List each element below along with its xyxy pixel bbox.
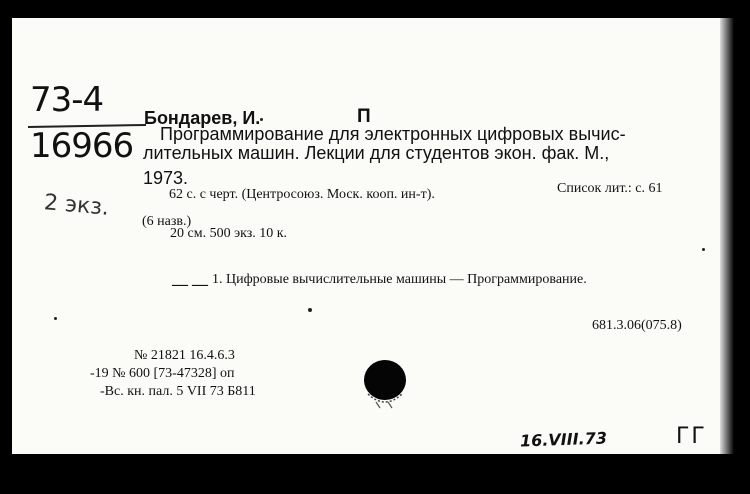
ink-speck — [260, 118, 263, 121]
copies-note: 2 экз. — [43, 190, 111, 221]
handwritten-initials: ГГ — [676, 424, 707, 449]
physical-description-1: 62 с. с черт. (Центросоюз. Моск. кооп. ин-т). — [169, 187, 435, 202]
author-second-initial: П — [357, 106, 371, 127]
registry-line-1: № 21821 16.4.6.3 — [134, 348, 235, 363]
catalog-card — [12, 18, 720, 454]
ink-speck — [308, 308, 312, 312]
punch-hole-icon — [362, 358, 408, 410]
registry-line-2: -19 № 600 [73-47328] оп — [90, 366, 235, 381]
udc-code: 681.3.06(075.8) — [592, 318, 682, 333]
title-line-1: Программирование для электронных цифровых вычис- — [160, 124, 626, 144]
handwritten-date: 16.VIII.73 — [519, 428, 608, 451]
physical-description-3: 20 см. 500 экз. 10 к. — [170, 226, 288, 241]
title-line-3: 1973. — [143, 168, 189, 188]
subject-heading: 1. Цифровые вычислительные машины — Программирование. — [212, 272, 587, 287]
physical-description-2: (6 назв.) — [142, 214, 192, 229]
registry-line-3: -Вс. кн. пал. 5 VII 73 Б811 — [100, 384, 256, 399]
ink-speck — [702, 248, 705, 251]
bibliography-note: Список лит.: с. 61 — [557, 181, 663, 196]
call-number-bottom: 16966 — [30, 126, 134, 166]
call-number-top: 73-4 — [30, 80, 104, 120]
title-line-2: лительных машин. Лекции для студентов экон. фак. М., — [143, 143, 610, 163]
ink-speck — [54, 317, 57, 320]
author-name: Бондарев, И. — [144, 108, 261, 128]
subject-dash: — — — [172, 276, 208, 293]
